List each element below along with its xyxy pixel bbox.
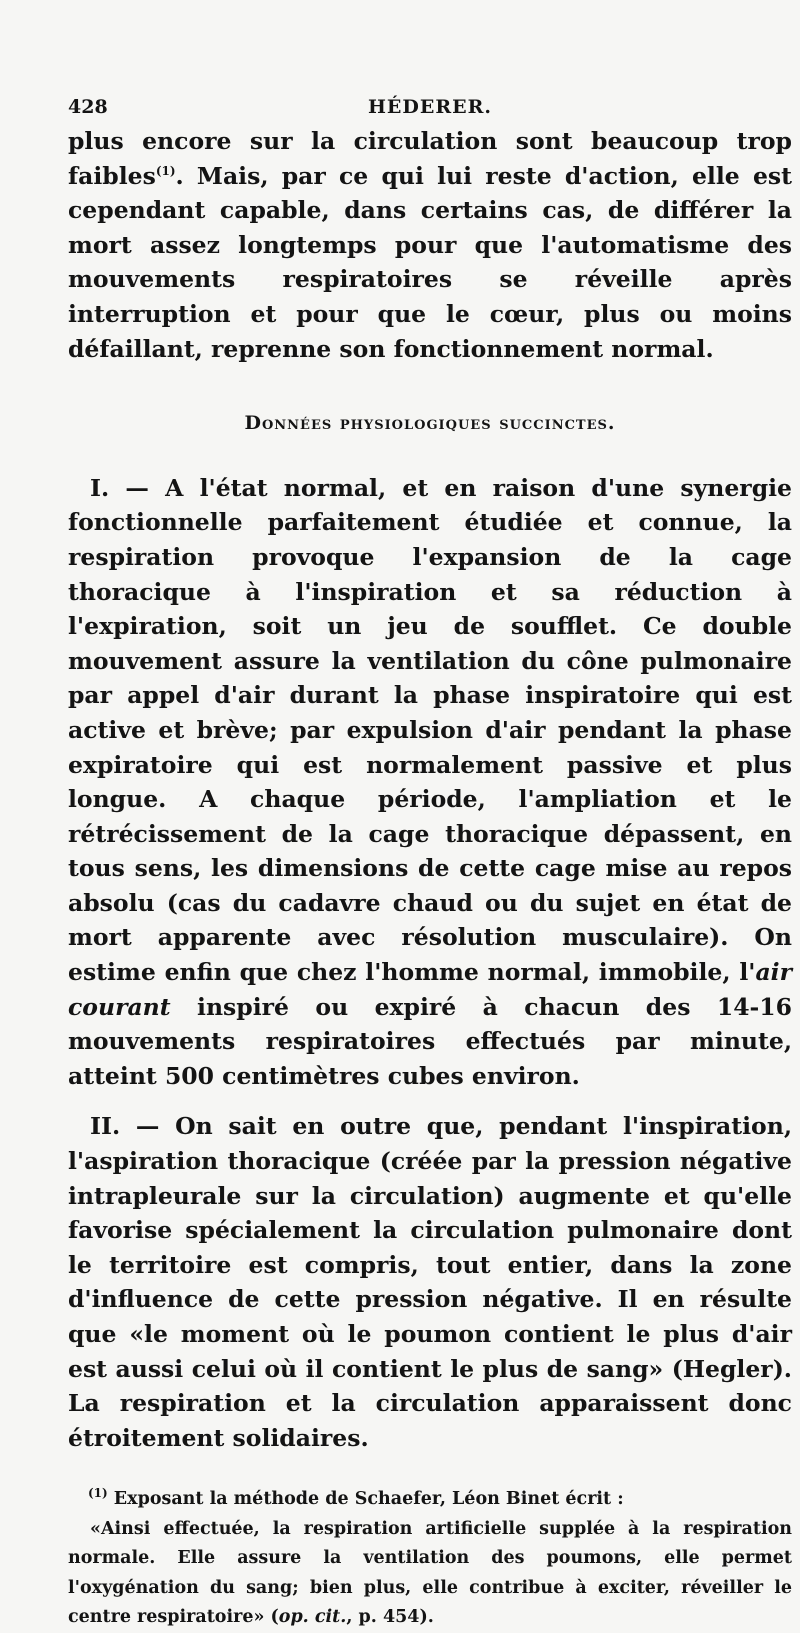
running-title: HÉDERER.: [367, 96, 493, 118]
footnote-page-ref: , p. 454).: [346, 1607, 434, 1628]
footnote-quote: [68, 1515, 792, 1633]
paragraph-two: II. — On sait en outre que, pendant l'inspiration, l'aspiration thoracique (créée par la pression négative intrapleurale sur la circulation) augmente et qu'elle favorise spécialement la circulation pulmonaire dont le territoire est compris, tout entier, dans la zone d'influence de cette pression négative. Il en résulte que «le moment où le poumon contient le plus d'air est aussi celui où il contient le plus de sang» (Hegler). La respiration et la circulation apparaissent donc étroitement solidaires.: [68, 1112, 792, 1452]
footnote-quote-text: «Ainsi effectuée, la respiration artificielle supplée à la respiration normale. Elle assure la ventilation des poumons, elle permet l'oxygénation du sang; bien plus, elle contribue à exciter, réveiller le centre respiratoire» (: [68, 1518, 792, 1628]
intro-text-start: plus encore sur la circulation sont beaucoup trop faibles: [68, 127, 792, 190]
intro-text-end: . Mais, par ce qui lui reste d'action, elle est cependant capable, dans certains cas, de différer la mort assez longtemps pour que l'automatisme des mouvements respiratoires se réveille après interruption et pour que le cœur, plus ou moins défaillant, reprenne son fonctionnement normal.: [68, 161, 792, 363]
main-text: [68, 124, 792, 1455]
footnote-reference: (1): [155, 163, 176, 178]
book-page: [68, 88, 792, 1633]
paragraph-one-text: I. — A l'état normal, et en raison d'une synergie fonctionnelle parfaitement étudiée et connue, la respiration provoque l'expansion de la cage thoracique à l'inspiration et sa réduction à l'expiration, soit un jeu de soufflet. Ce double mouvement assure la ventilation du cône pulmonaire par appel d'air durant la phase inspiratoire qui est active et brève; par expulsion d'air pendant la phase expiratoire qui est normalement passive et plus longue. A chaque période, l'ampliation et le rétrécissement de la cage thoracique dépassent, en tous sens, les dimensions de cette cage mise au repos absolu (cas du cadavre chaud ou du sujet en état de mort apparente avec résolution musculaire). On estime enfin que chez l'homme normal, immobile, l': [68, 473, 792, 987]
italic-term: air courant: [68, 958, 792, 1021]
page-number: 428: [68, 96, 108, 118]
intro-paragraph: [68, 124, 792, 366]
footnote-intro-text: Exposant la méthode de Schaefer, Léon Binet écrit :: [107, 1489, 624, 1510]
footnote-mark: (1): [88, 1486, 108, 1501]
paragraph-one: [68, 471, 792, 1094]
footnote: [68, 1485, 792, 1633]
footnote-citation: op. cit.: [278, 1607, 347, 1628]
page-header: [68, 88, 792, 124]
paragraph-one-text-end: inspiré ou expiré à chacun des 14-16 mouvements respiratoires effectués par minute, atteint 500 centimètres cubes environ.: [68, 992, 792, 1090]
section-heading: Données physiologiques succinctes.: [244, 412, 616, 435]
footnote-intro: [68, 1485, 792, 1515]
